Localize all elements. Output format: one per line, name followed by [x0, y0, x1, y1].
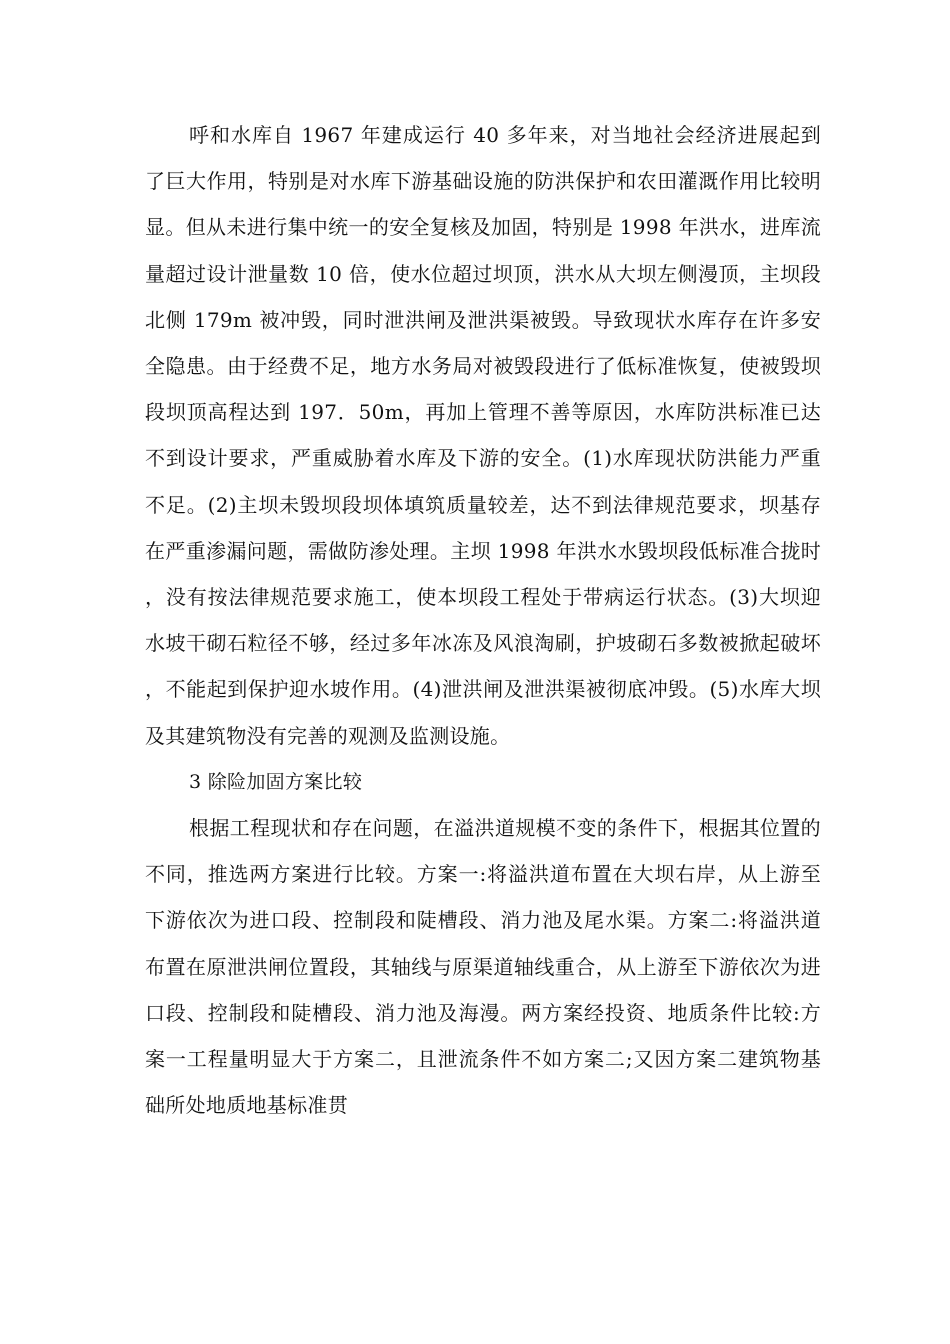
- paragraph-reservoir-status: 呼和水库自 1967 年建成运行 40 多年来，对当地社会经济进展起到了巨大作用，特别是对水库下游基础设施的防洪保护和农田灌溉作用比较明显。但从未进行集中统一的安全复核及加固，特别是 1998 年洪水，进库流量超过设计泄量数 10 倍，使水位超过坝顶，洪水从大坝左侧漫顶，主坝段北侧 179m 被冲毁，同时泄洪闸及泄洪渠被毁。导致现状水库存在许多安全隐患。由于经费不足，地方水务局对被毁段进行了低标准恢复，使被毁坝段坝顶高程达到 197．50m，再加上管理不善等原因，水库防洪标准已达不到设计要求，严重威胁着水库及下游的安全。(1)水库现状防洪能力严重不足。(2)主坝未毁坝段坝体填筑质量较差，达不到法律规范要求，坝基存在严重渗漏问题，需做防渗处理。主坝 1998 年洪水水毁坝段低标准合拢时，没有按法律规范要求施工，使本坝段工程处于带病运行状态。(3)大坝迎水坡干砌石粒径不够，经过多年冰冻及风浪淘刷，护坡砌石多数被掀起破坏，不能起到保护迎水坡作用。(4)泄洪闸及泄洪渠被彻底冲毁。(5)水库大坝及其建筑物没有完善的观测及监测设施。: [145, 123, 821, 748]
- section-heading-3: 3 除险加固方案比较: [189, 770, 363, 793]
- document-body: [145, 112, 821, 1128]
- paragraph-scheme-comparison: 根据工程现状和存在问题，在溢洪道规模不变的条件下，根据其位置的不同，推选两方案进行比较。方案一:将溢洪道布置在大坝右岸，从上游至下游依次为进口段、控制段和陡槽段、消力池及尾水渠。方案二:将溢洪道布置在原泄洪闸位置段，其轴线与原渠道轴线重合，从上游至下游依次为进口段、控制段和陡槽段、消力池及海漫。两方案经投资、地质条件比较:方案一工程量明显大于方案二，且泄流条件不如方案二;又因方案二建筑物基础所处地质地基标准贯: [145, 816, 821, 1118]
